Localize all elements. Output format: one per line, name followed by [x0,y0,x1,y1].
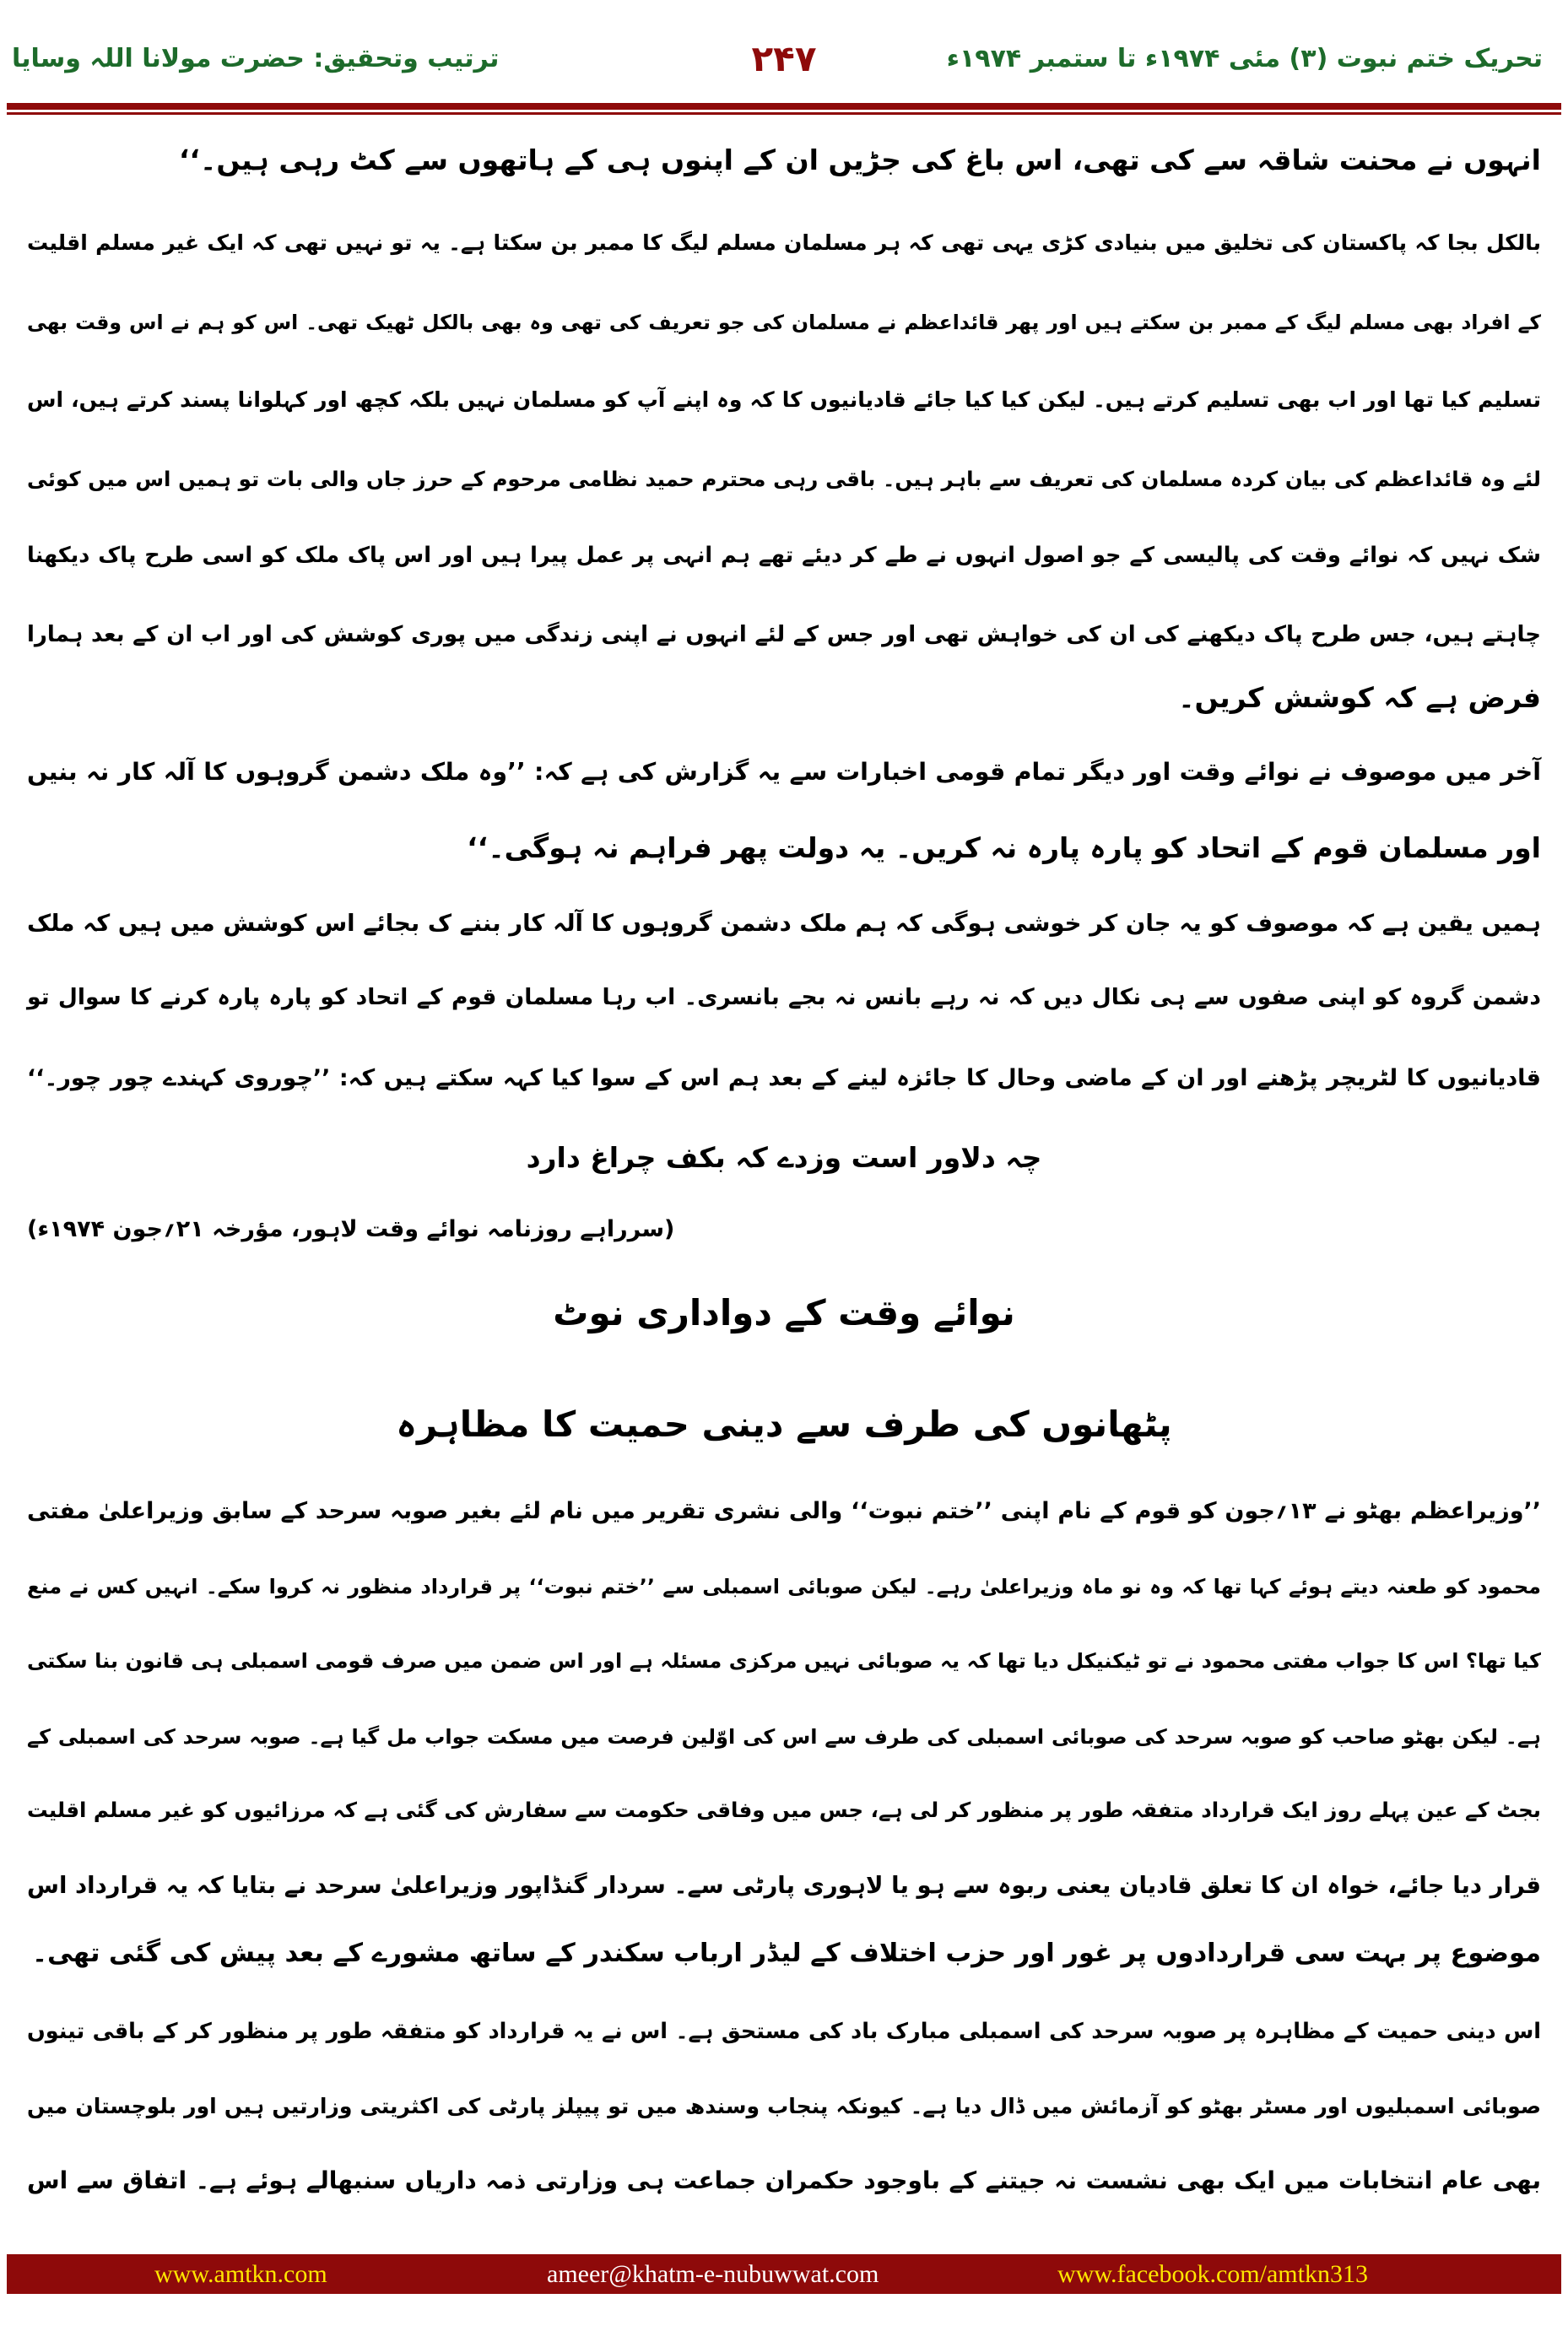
compiler-credit: ترتیب وتحقیق: حضرت مولانا اللہ وسایا [12,44,500,73]
header-rule-thin [7,112,1561,115]
text-line: قادیانیوں کا لٹریچر پڑھنے اور ان کے ماضی وحال کا جائزہ لینے کے بعد ہم اس کے سوا کیا کہہ سکتے ہیں کہ: ’’چوروی کہندے چور چور۔‘‘ [27,1065,1541,1091]
text-line: انہوں نے محنت شاقہ سے کی تھی، اس باغ کی جڑیں ان کے اپنوں ہی کے ہاتھوں سے کٹ رہی ہیں۔‘‘ [178,143,1541,176]
persian-verse: چہ دلاور است وزدے کہ بکف چراغ دارد [526,1141,1042,1174]
text-line: صوبائی اسمبلیوں اور مسٹر بھٹو کو آزمائش میں ڈال دیا ہے۔ کیونکہ پنجاب وسندھ میں تو پیپلز پارٹی کی اکثریتی وزارتیں ہیں اور بلوچستان میں [27,2094,1541,2118]
text-line: قرار دیا جائے، خواہ ان کا تعلق قادیان یعنی ربوہ سے ہو یا لاہوری پارٹی سے۔ سردار گنڈاپور وزیراعلیٰ سرحد نے بتایا کہ یہ قرارداد اس [27,1872,1541,1899]
section-heading: نوائے وقت کے دواداری نوٹ [553,1292,1015,1333]
page-number: ۲۴۷ [751,38,817,79]
text-line: اور مسلمان قوم کے اتحاد کو پارہ پارہ نہ کریں۔ یہ دولت پھر فراہم نہ ہوگی۔‘‘ [467,831,1541,864]
text-line: ہمیں یقین ہے کہ موصوف کو یہ جان کر خوشی ہوگی کہ ہم ملک دشمن گروہوں کا آلہ کار بننے ک بجائے اس کوشش میں ہیں کہ ملک [27,910,1541,937]
email-link[interactable]: ameer@khatm-e-nubuwwat.com [547,2259,879,2288]
book-title: تحریک ختم نبوت (۳) مئی ۱۹۷۴ء تا ستمبر ۱۹۷۴ء [946,44,1543,73]
text-line: بالکل بجا کہ پاکستان کی تخلیق میں بنیادی کڑی یہی تھی کہ ہر مسلمان مسلم لیگ کا ممبر بن سکتا ہے۔ یہ تو نہیں تھی کہ ایک غیر مسلم اقلیت [27,230,1541,255]
source-citation: (سرراہے روزنامہ نوائے وقت لاہور، مؤرخہ ۲۱؍جون ۱۹۷۴ء) [27,1216,675,1242]
text-line: کیا تھا؟ اس کا جواب مفتی محمود نے تو ٹیکنیکل دیا تھا کہ یہ صوبائی نہیں مرکزی مسئلہ ہے اور اس ضمن میں صرف قومی اسمبلی ہی قانون بنا سکتی [27,1649,1541,1673]
website-link[interactable]: www.amtkn.com [154,2259,327,2288]
text-line: چاہتے ہیں، جس طرح پاک دیکھنے کی ان کی خواہش تھی اور جس کے لئے انہوں نے اپنی زندگی میں پوری کوشش کی اور اب ان کے بعد ہمارا [27,622,1541,647]
text-line: دشمن گروہ کو اپنی صفوں سے ہی نکال دیں کہ نہ رہے بانس نہ بجے بانسری۔ اب رہا مسلمان قوم کے اتحاد کو پارہ پارہ کرنے کا سوال تو [27,984,1541,1010]
header-rule-thick [7,103,1561,110]
text-line: آخر میں موصوف نے نوائے وقت اور دیگر تمام قومی اخبارات سے یہ گزارش کی ہے کہ: ’’وہ ملک دشمن گروہوں کا آلہ کار نہ بنیں [27,758,1541,786]
text-line: تسلیم کیا تھا اور اب بھی تسلیم کرتے ہیں۔ لیکن کیا کیا جائے قادیانیوں کا کہ وہ اپنے آپ کو مسلمان نہیں بلکہ کچھ اور کہلوانا پسند کرتے ہیں، اس [27,387,1541,412]
text-line: بجٹ کے عین پہلے روز ایک قرارداد متفقہ طور پر منظور کر لی ہے، جس میں وفاقی حکومت سے سفارش کی گئی ہے کہ مرزائیوں کو غیر مسلم اقلیت [27,1798,1541,1822]
text-line: فرض ہے کہ کوشش کریں۔ [1178,681,1541,714]
text-line: اس دینی حمیت کے مظاہرہ پر صوبہ سرحد کی اسمبلی مبارک باد کی مستحق ہے۔ اس نے یہ قرارداد کو متفقہ طور پر منظور کر کے باقی تینوں [27,2019,1541,2044]
text-line: محمود کو طعنہ دیتے ہوئے کہا تھا کہ وہ نو ماہ وزیراعلیٰ رہے۔ لیکن صوبائی اسمبلی سے ’’ختم نبوت‘‘ پر قرارداد منظور نہ کروا سکے۔ انہیں کس نے منع [27,1575,1541,1598]
text-line: بھی عام انتخابات میں ایک بھی نشست نہ جیتنے کے باوجود حکمران جماعت ہی وزارتی ذمہ داریاں سنبھالے ہوئے ہے۔ اتفاق سے اس [27,2166,1541,2194]
text-line: ہے۔ لیکن بھٹو صاحب کو صوبہ سرحد کی صوبائی اسمبلی کی طرف سے اس کی اوّلین فرصت میں مسکت جواب مل گیا ہے۔ صوبہ سرحد کی اسمبلی کے [27,1725,1541,1749]
text-line: موضوع پر بہت سی قراردادوں پر غور اور حزب اختلاف کے لیڈر ارباب سکندر کے ساتھ مشورے کے بعد پیش کی گئی تھی۔ [32,1939,1541,1968]
text-line: لئے وہ قائداعظم کی بیان کردہ مسلمان کی تعریف سے باہر ہیں۔ باقی رہی محترم حمید نظامی مرحوم کے حرز جاں والی بات تو ہمیں اس میں کوئی [27,467,1541,491]
facebook-link[interactable]: www.facebook.com/amtkn313 [1057,2259,1368,2288]
text-line: کے افراد بھی مسلم لیگ کے ممبر بن سکتے ہیں اور پھر قائداعظم نے مسلمان کی جو تعریف کی تھی وہ بھی بالکل ٹھیک تھی۔ اس کو ہم نے اس وقت بھی [27,311,1541,334]
footer-bar [7,2254,1561,2294]
text-line: ’’وزیراعظم بھٹو نے ۱۳؍جون کو قوم کے نام اپنی ’’ختم نبوت‘‘ والی نشری تقریر میں نام لئے بغیر صوبہ سرحد کے سابق وزیراعلیٰ مفتی [27,1498,1541,1524]
text-line: شک نہیں کہ نوائے وقت کی پالیسی کے جو اصول انہوں نے طے کر دیئے تھے ہم انہی پر عمل پیرا ہیں اور اس پاک ملک کو اسی طرح پاک دیکھنا [27,543,1541,568]
section-subheading: پٹھانوں کی طرف سے دینی حمیت کا مظاہرہ [396,1404,1172,1445]
